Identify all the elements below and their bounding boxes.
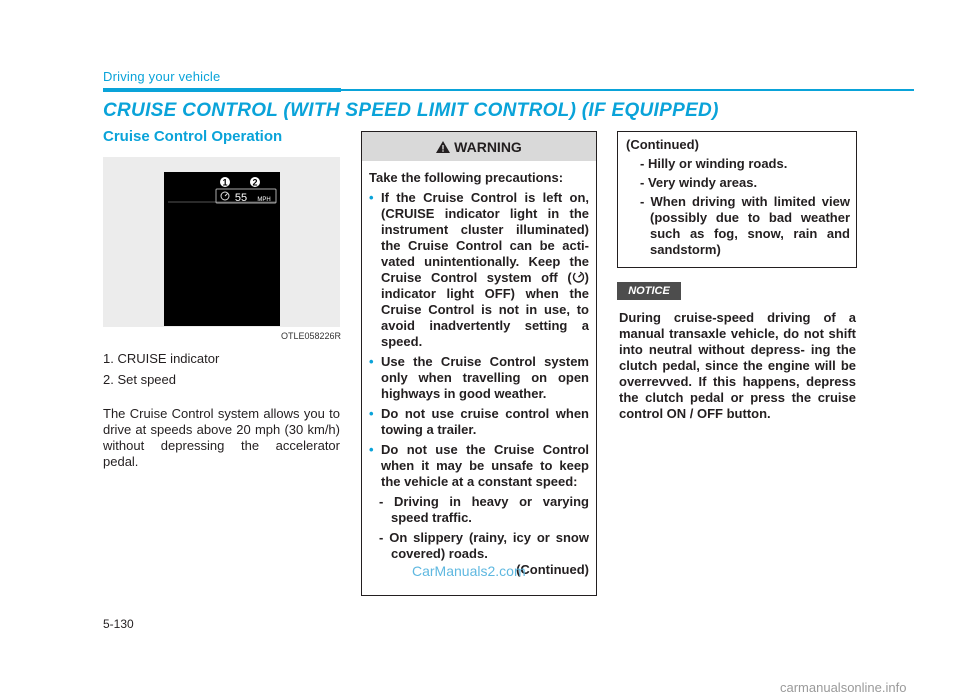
callout-1-text: 1 <box>222 177 228 188</box>
warning-title <box>362 139 596 155</box>
warning-triangle-icon <box>436 141 450 153</box>
warning-intro: Take the following precautions: <box>369 170 564 185</box>
warning-bullet-1-text: If the Cruise Control is left on, (CRUISE indicator light in the instrument cluster illuminated) the Cruise Control can be acti- vated unintentionally. Keep the Cruise Control system off ( <box>381 190 589 285</box>
chapter-title: CRUISE CONTROL (WITH SPEED LIMIT CONTROL) (IF EQUIPPED) <box>103 100 719 121</box>
continued-item-2: - Very windy areas. <box>640 175 758 190</box>
notice-badge: NOTICE <box>617 282 681 300</box>
warning-dash-1: - Driving in heavy or varying speed traffic. <box>379 494 589 525</box>
subsection-title: Cruise Control Operation <box>103 128 283 145</box>
cruise-indicator-icon <box>221 192 229 200</box>
warning-body <box>369 170 589 578</box>
legend-item-1: 1. CRUISE indicator <box>103 351 220 366</box>
warning-bullet-3-text: Do not use cruise control when towing a trailer. <box>381 406 589 437</box>
warning-bullet-1-end: ) indicator light OFF) when the Cruise Control is not in use, to avoid inadvertently setting a speed. <box>381 270 589 349</box>
body-paragraph: The Cruise Control system allows you to drive at speeds above 20 mph (30 km/h) without depressing the accelerator pedal. <box>103 406 340 469</box>
warning-dash-2: - On slippery (rainy, icy or snow covered) roads. <box>379 530 589 561</box>
continued-label: (Continued) <box>626 137 699 152</box>
warning-header <box>362 132 596 161</box>
cruise-indicator-icon <box>572 271 585 283</box>
page-number: 5-130 <box>103 617 134 631</box>
speed-value: 55 <box>234 192 248 204</box>
watermark-carmanuals2[interactable]: CarManuals2.com <box>412 563 526 579</box>
legend-item-2: 2. Set speed <box>103 372 176 387</box>
watermark-carmanualsonline[interactable]: carmanualsonline.info <box>780 680 907 695</box>
figure-code: OTLE058226R <box>280 331 341 341</box>
callout-2-text: 2 <box>252 177 258 188</box>
header-rule-thin <box>341 89 914 91</box>
cluster-graphic <box>164 172 280 326</box>
warning-bullet-2: • Use the Cruise Control system only when travelling on open highways in good weather. <box>369 354 589 401</box>
continued-item-1: - Hilly or winding roads. <box>640 156 788 171</box>
notice-text: During cruise-speed driving of a manual transaxle vehicle, do not shift into neutral without depress- ing the clutch pedal, since the engine will be overrevved. If this happens, depress the clutch pedal or press the cruise control ON / OFF button. <box>619 310 856 421</box>
warning-continued: (Continued) <box>516 562 589 577</box>
continued-item-3: - When driving with limited view (possibly due to bad weather such as fog, snow, rain and sandstorm) <box>640 194 850 257</box>
warning-bullet-1: • If the Cruise Control is left on, (CRUISE indicator light in the instrument cluster illuminated) the Cruise Control can be acti- vated unintentionally. Keep the Cruise Control system off ( ) indicator light OFF) when the Cruise Control is not in use, to avoid inadvertently setting a speed. <box>369 190 589 349</box>
warning-title-text: WARNING <box>454 139 522 155</box>
warning-bullet-4-text: Do not use the Cruise Control when it may be unsafe to keep the vehicle at a constant speed: <box>381 442 589 489</box>
speed-unit: MPH <box>257 197 271 203</box>
warning-bullet-4: • Do not use the Cruise Control when it may be unsafe to keep the vehicle at a constant speed: <box>369 442 589 489</box>
warning-bullet-3: • Do not use cruise control when towing a trailer. <box>369 406 589 437</box>
cluster-display <box>164 172 280 326</box>
section-header: Driving your vehicle <box>103 69 221 84</box>
warning-bullet-2-text: Use the Cruise Control system only when travelling on open highways in good weather. <box>381 354 589 401</box>
header-rule-thick <box>103 88 341 92</box>
continued-body <box>626 137 850 258</box>
